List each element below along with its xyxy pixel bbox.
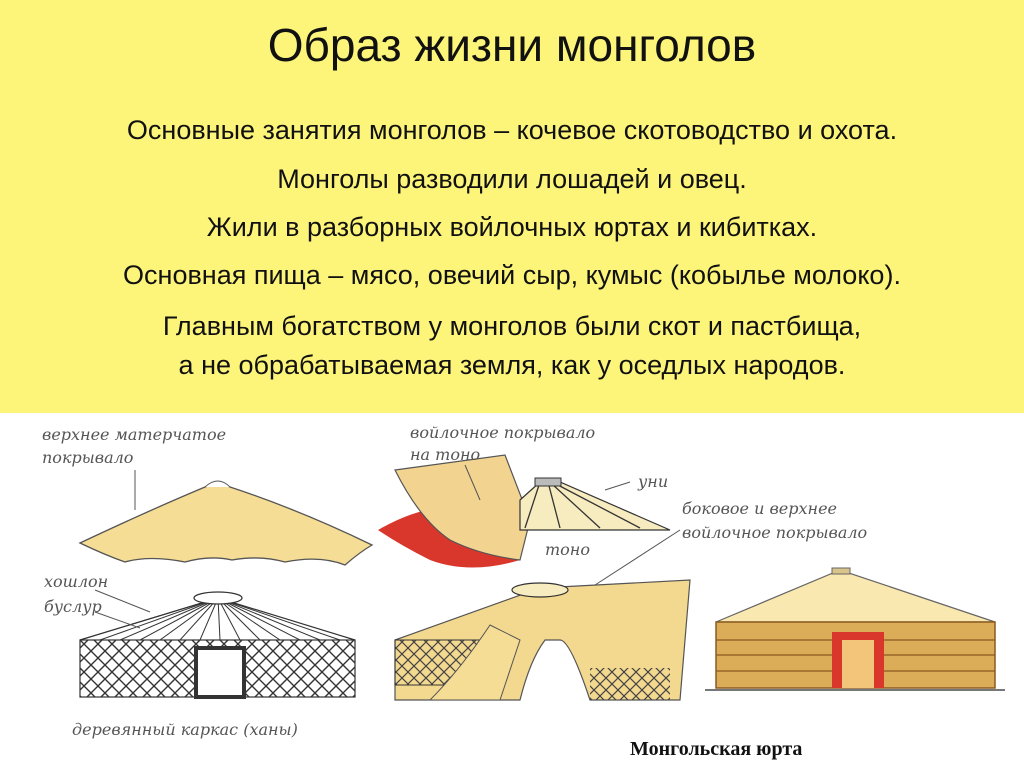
slide-title: Образ жизни монголов	[267, 19, 757, 71]
label-tono: тоно	[545, 540, 590, 559]
text-line-5: Главным богатством у монголов были скот и пастбища,	[162, 311, 862, 341]
label-khoshlon: хошлон	[44, 572, 109, 591]
finished-yurt	[705, 568, 1005, 690]
label-uni: уни	[638, 472, 669, 491]
wooden-frame	[80, 592, 355, 697]
label-top-cover-1: верхнее матерчатое	[42, 425, 227, 444]
label-side-cover-1: боковое и верхнее	[682, 499, 837, 518]
label-frame: деревянный каркас (ханы)	[72, 720, 298, 739]
label-felt-tono-2: на тоно	[410, 445, 481, 464]
label-buslur: буслур	[44, 597, 102, 616]
covered-frame	[395, 580, 690, 700]
text-line-2: Монголы разводили лошадей и овец.	[277, 164, 747, 194]
top-cloth-cover	[80, 481, 372, 565]
label-side-cover-2: войлочное покрывало	[682, 523, 868, 542]
label-top-cover-2: покрывало	[42, 448, 134, 467]
text-line-3: Жили в разборных войлочных юртах и кибитках.	[206, 212, 818, 242]
felt-cover-tono	[378, 455, 670, 568]
figure-caption: Монгольская юрта	[630, 738, 803, 760]
text-line-6: а не обрабатываемая земля, как у оседлых народов.	[178, 350, 846, 380]
text-line-1: Основные занятия монголов – кочевое скотоводство и охота.	[126, 115, 898, 145]
text-line-4: Основная пища – мясо, овечий сыр, кумыс (кобылье молоко).	[123, 260, 901, 290]
label-felt-tono-1: войлочное покрывало	[410, 423, 596, 442]
yurt-illustration	[0, 413, 1024, 768]
